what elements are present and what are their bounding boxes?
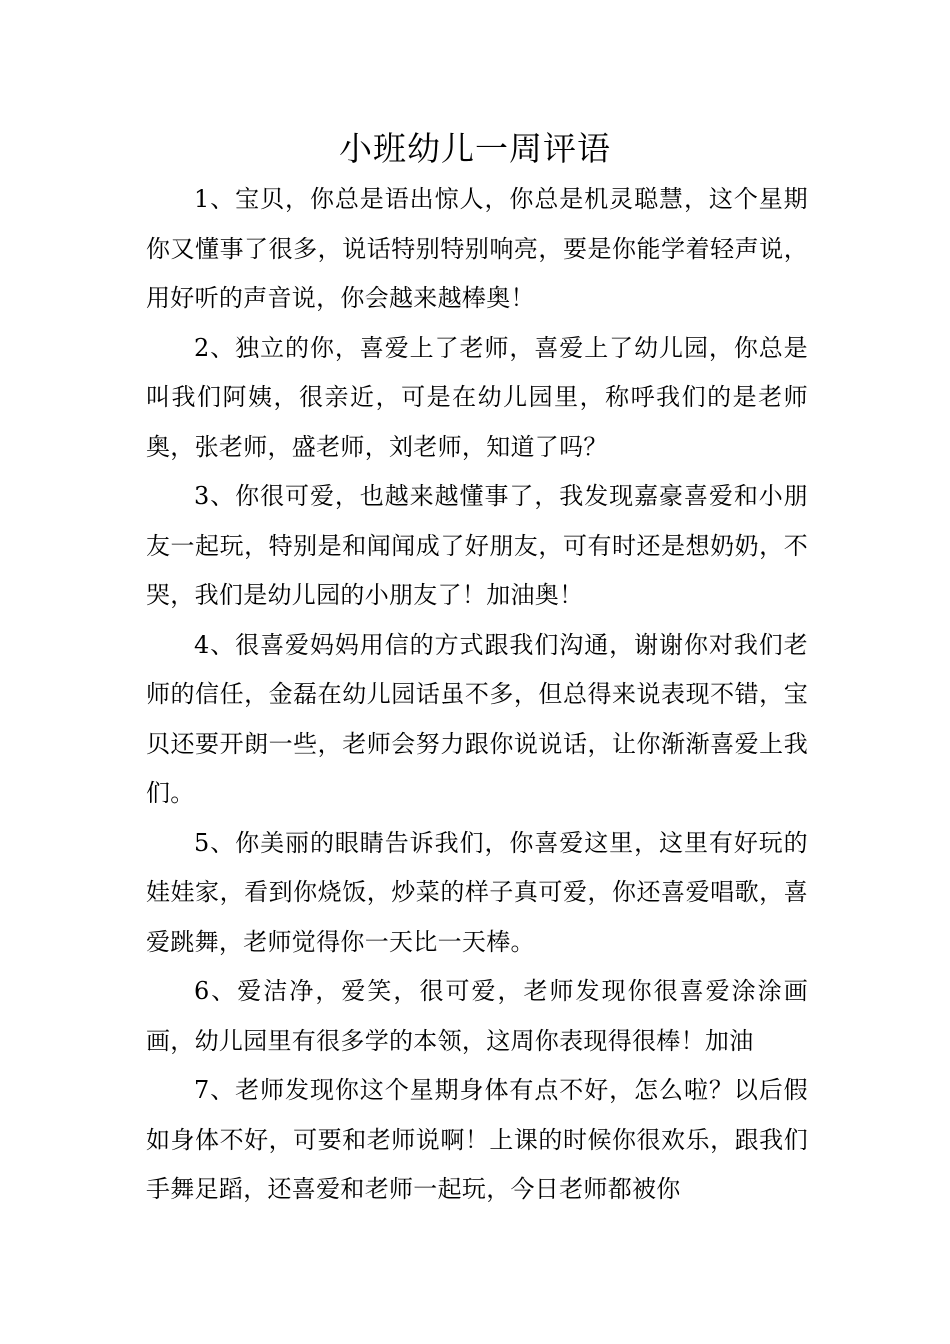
paragraph-7: 7、老师发现你这个星期身体有点不好，怎么啦？以后假如身体不好，可要和老师说啊！上课的时候你很欢乐，跟我们手舞足蹈，还喜爱和老师一起玩，今日老师都被你 [146,1076,808,1203]
paragraph-3: 3、你很可爱，也越来越懂事了，我发现嘉豪喜爱和小朋友一起玩，特别是和闻闻成了好朋友，可有时还是想奶奶，不哭，我们是幼儿园的小朋友了！加油奥！ [146,482,808,609]
paragraph-4: 4、很喜爱妈妈用信的方式跟我们沟通，谢谢你对我们老师的信任，金磊在幼儿园话虽不多，但总得来说表现不错，宝贝还要开朗一些，老师会努力跟你说说话，让你渐渐喜爱上我们。 [146,630,808,807]
paragraph-1: 1、宝贝，你总是语出惊人，你总是机灵聪慧，这个星期你又懂事了很多，说话特别特别响亮，要是你能学着轻声说，用好听的声音说，你会越来越棒奥！ [146,185,808,312]
paragraph-2: 2、独立的你，喜爱上了老师，喜爱上了幼儿园，你总是叫我们阿姨，很亲近，可是在幼儿园里，称呼我们的是老师奥，张老师，盛老师，刘老师，知道了吗？ [146,333,808,461]
page-title: 小班幼儿一周评语 [339,129,611,168]
document-body [146,175,808,1215]
paragraph-6: 6、爱洁净，爱笑，很可爱，老师发现你很喜爱涂涂画画，幼儿园里有很多学的本领，这周你表现得很棒！加油 [146,977,808,1055]
paragraph-5: 5、你美丽的眼睛告诉我们，你喜爱这里，这里有好玩的娃娃家，看到你烧饭，炒菜的样子真可爱，你还喜爱唱歌，喜爱跳舞，老师觉得你一天比一天棒。 [146,828,808,956]
